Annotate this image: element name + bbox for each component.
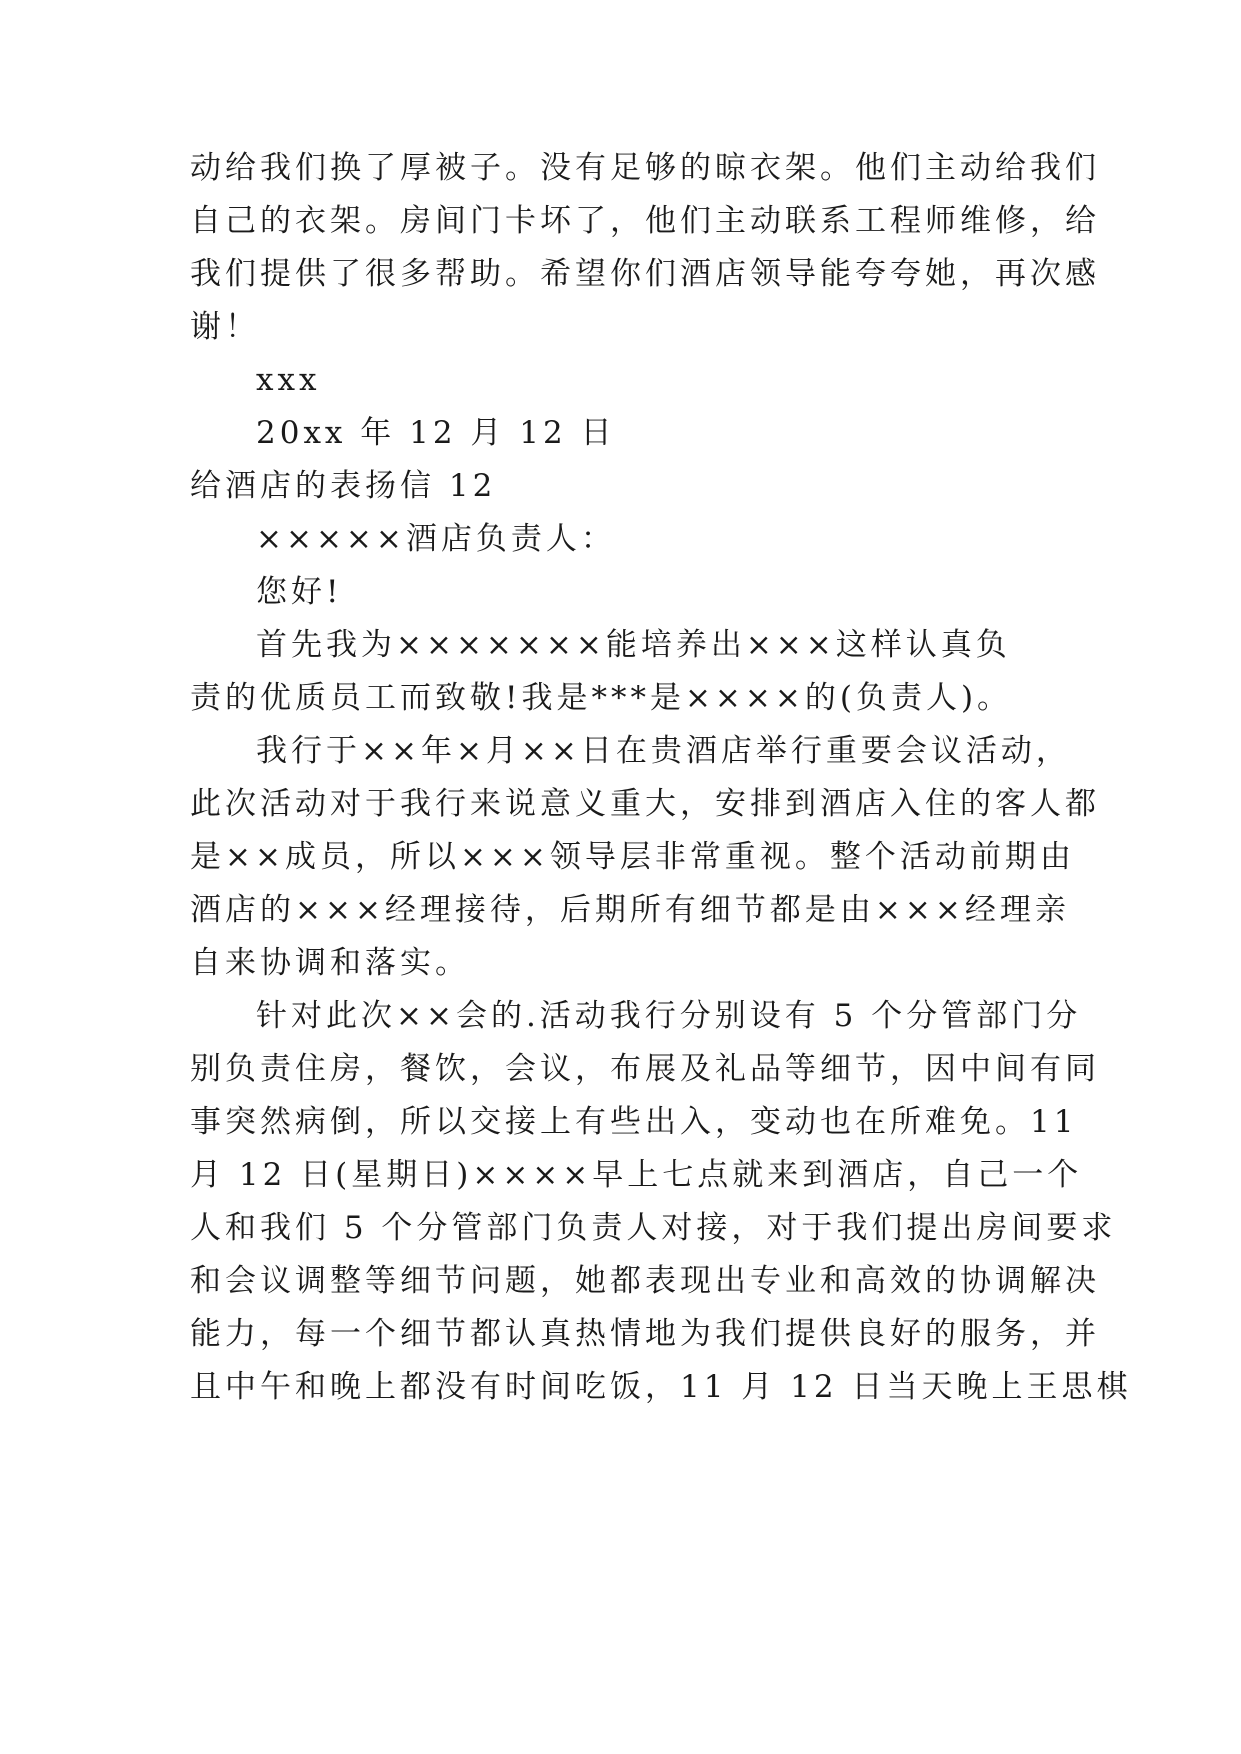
text-line: 针对此次××会的.活动我行分别设有 5 个分管部门分 xyxy=(256,998,1082,1034)
text-line: 责的优质员工而致敬!我是***是××××的(负责人)。 xyxy=(190,680,1013,716)
text-line: 别负责住房，餐饮，会议，布展及礼品等细节，因中间有同 xyxy=(190,1051,1100,1087)
text-line: 事突然病倒，所以交接上有些出入，变动也在所难免。11 xyxy=(190,1104,1078,1140)
text-line: 和会议调整等细节问题，她都表现出专业和高效的协调解决 xyxy=(190,1263,1100,1299)
text-line: 首先我为×××××××能培养出×××这样认真负 xyxy=(256,627,1011,663)
text-line: 且中午和晚上都没有时间吃饭，11 月 12 日当天晚上王思棋 xyxy=(190,1369,1132,1405)
text-line: 自来协调和落实。 xyxy=(190,945,470,981)
text-line: 是××成员，所以×××领导层非常重视。整个活动前期由 xyxy=(190,839,1075,875)
text-line: 此次活动对于我行来说意义重大，安排到酒店入住的客人都 xyxy=(190,786,1100,822)
text-line: 酒店的×××经理接待，后期所有细节都是由×××经理亲 xyxy=(190,892,1070,928)
salutation: ×××××酒店负责人： xyxy=(256,521,616,557)
signature-name: xxx xyxy=(256,362,321,398)
signature-date: 20xx 年 12 月 12 日 xyxy=(256,415,616,451)
text-line: 自己的衣架。房间门卡坏了，他们主动联系工程师维修，给 xyxy=(190,203,1100,239)
text-line: 人和我们 5 个分管部门负责人对接，对于我们提出房间要求 xyxy=(190,1210,1117,1246)
text-line: 谢！ xyxy=(190,309,260,345)
section-title: 给酒店的表扬信 12 xyxy=(190,468,497,504)
text-line: 我行于××年×月××日在贵酒店举行重要会议活动， xyxy=(256,733,1071,769)
text-line: 能力，每一个细节都认真热情地为我们提供良好的服务，并 xyxy=(190,1316,1100,1352)
greeting: 您好! xyxy=(256,574,343,610)
text-line: 月 12 日(星期日)××××早上七点就来到酒店，自己一个 xyxy=(190,1157,1083,1193)
text-line: 动给我们换了厚被子。没有足够的晾衣架。他们主动给我们 xyxy=(190,150,1100,186)
text-line: 我们提供了很多帮助。希望你们酒店领导能夸夸她，再次感 xyxy=(190,256,1100,292)
